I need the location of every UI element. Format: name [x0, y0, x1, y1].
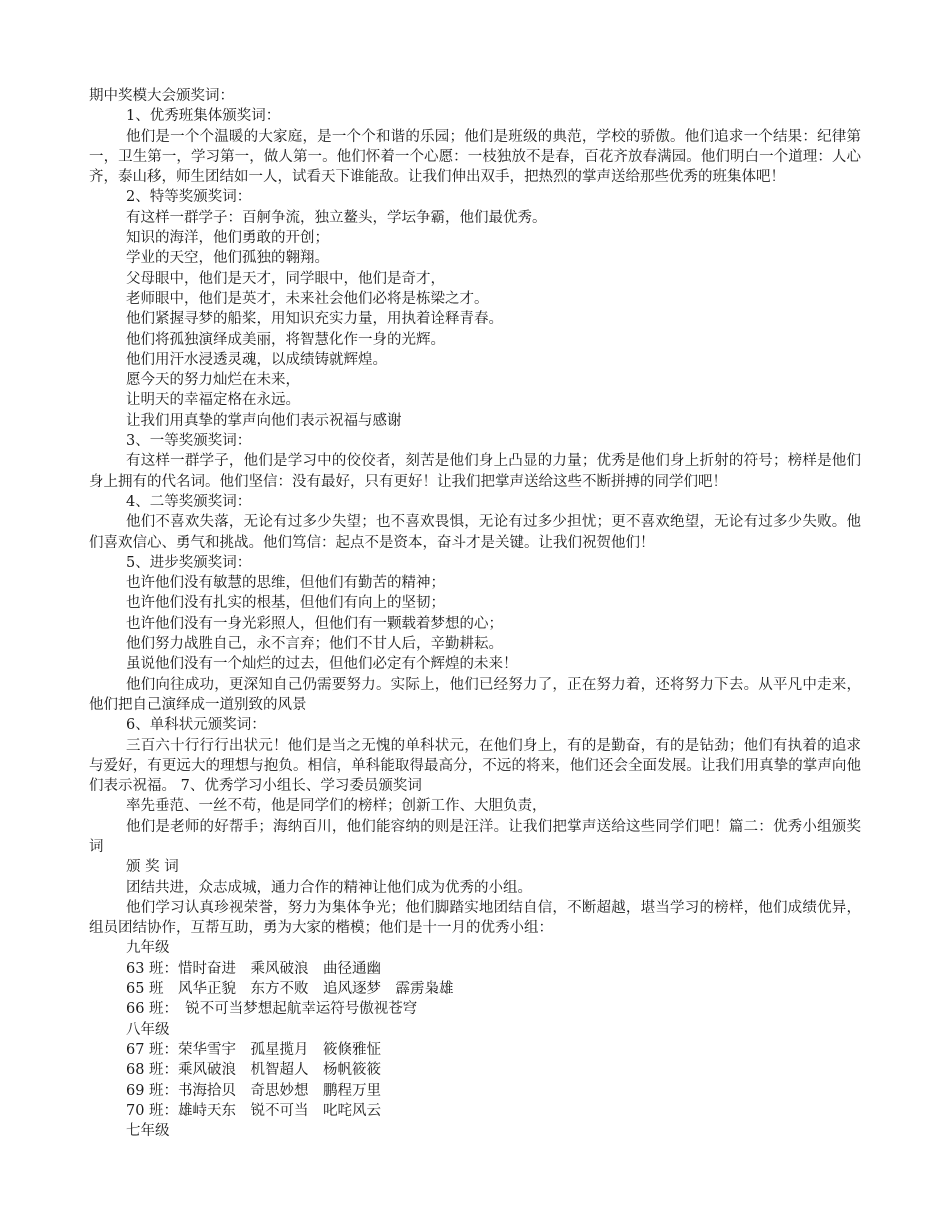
text-line: 66 班： 锐不可当梦想起航幸运符号傲视苍穹	[126, 1001, 418, 1018]
text-line: 八年级	[126, 1021, 170, 1038]
text-line: 他们用汗水浸透灵魂，以成绩铸就辉煌。	[126, 351, 387, 368]
text-line: 有这样一群学子，他们是学习中的佼佼者，刻苦是他们身上凸显的力量；优秀是他们身上折射的符号；榜样是他们身上拥有的代名词。他们坚信：没有最好，只有更好！让我们把掌声送给这些不断拼搏的同学们吧！	[89, 453, 861, 490]
text-line: 他们是一个个温暖的大家庭，是一个个和谐的乐园；他们是班级的典范，学校的骄傲。他们追求一个结果：纪律第一，卫生第一，学习第一，做人第一。他们怀着一个心愿：一枝独放不是春，百花齐放春满园。他们明白一个道理：人心齐，泰山移，师生团结如一人，试看天下谁能敌。让我们伸出双手，把热烈的掌声送给那些优秀的班集体吧！	[89, 128, 861, 186]
text-line: 学业的天空，他们孤独的翱翔。	[126, 250, 329, 267]
text-line: 70 班：雄峙天东 锐不可当 叱咤风云	[126, 1102, 382, 1119]
text-line: 4、二等奖颁奖词：	[126, 493, 252, 510]
document-title: 期中奖模大会颁奖词：	[89, 88, 234, 104]
text-line: 知识的海洋，他们勇敢的开创；	[126, 230, 329, 247]
text-line: 他们向往成功，更深知自己仍需要努力。实际上，他们已经努力了，正在努力着，还将努力下去。从平凡中走来，他们把自己演绎成一道别致的风景	[89, 676, 861, 713]
text-line: 他们将孤独演绎成美丽，将智慧化作一身的光辉。	[126, 331, 445, 348]
text-line: 也许他们没有一身光彩照人，但他们有一颗载着梦想的心；	[126, 615, 503, 632]
text-line: 让我们用真挚的掌声向他们表示祝福与感谢	[126, 412, 402, 429]
text-line: 3、一等奖颁奖词：	[126, 433, 252, 450]
text-line: 他们不喜欢失落，无论有过多少失望；也不喜欢畏惧，无论有过多少担忧；更不喜欢绝望，无论有过多少失败。他们喜欢信心、勇气和挑战。他们笃信：起点不是资本，奋斗才是关键。让我们祝贺他们！	[89, 514, 861, 551]
text-line: 也许他们没有扎实的根基，但他们有向上的坚韧；	[126, 595, 445, 612]
text-line: 七年级	[126, 1123, 170, 1140]
text-line: 三百六十行行行出状元！他们是当之无愧的单科状元，在他们身上，有的是勤奋，有的是钻劲；他们有执着的追求与爱好，有更远大的理想与抱负。相信，单科能取得最高分，不远的将来，他们还会全面发展。让我们用真挚的掌声向他们表示祝福。 7、优秀学习小组长、学习委员颁奖词	[89, 737, 861, 795]
text-line: 让明天的幸福定格在永远。	[126, 392, 300, 409]
text-line: 虽说他们没有一个灿烂的过去，但他们必定有个辉煌的未来！	[126, 656, 518, 673]
text-line: 九年级	[126, 940, 170, 957]
text-line: 愿今天的努力灿烂在未来，	[126, 372, 300, 389]
text-line: 1、优秀班集体颁奖词：	[126, 108, 281, 125]
document-body	[89, 86, 861, 1141]
text-line: 65 班 风华正貌 东方不败 追风逐梦 霹雳枭雄	[126, 981, 454, 998]
text-line: 有这样一群学子：百舸争流，独立鳌头，学坛争霸，他们最优秀。	[126, 209, 547, 226]
text-line: 也许他们没有敏慧的思维，但他们有勤苦的精神；	[126, 575, 445, 592]
text-line: 他们紧握寻梦的船桨，用知识充实力量，用执着诠释青春。	[126, 311, 503, 328]
text-line: 6、单科状元颁奖词：	[126, 717, 266, 734]
text-line: 他们是老师的好帮手；海纳百川，他们能容纳的则是汪洋。让我们把掌声送给这些同学们吧！篇二：优秀小组颁奖词	[89, 818, 861, 855]
text-line: 63 班：惜时奋进 乘风破浪 曲径通幽	[126, 960, 382, 977]
text-line: 颁 奖 词	[126, 859, 179, 876]
text-line: 率先垂范、一丝不苟，他是同学们的榜样；创新工作、大胆负责，	[126, 798, 547, 815]
text-line: 团结共进，众志成城，通力合作的精神让他们成为优秀的小组。	[126, 879, 532, 896]
text-line: 67 班：荣华雪宇 孤星揽月 筱倏雅怔	[126, 1041, 382, 1058]
text-line: 父母眼中，他们是天才，同学眼中，他们是奇才，	[126, 270, 445, 287]
text-line: 老师眼中，他们是英才，未来社会他们必将是栋梁之才。	[126, 290, 489, 307]
text-line: 他们学习认真珍视荣誉，努力为集体争光；他们脚踏实地团结自信，不断超越，堪当学习的榜样，他们成绩优异，组员团结协作，互帮互助，勇为大家的楷模；他们是十一月的优秀小组：	[89, 899, 861, 937]
text-line: 69 班：书海拾贝 奇思妙想 鹏程万里	[126, 1082, 382, 1099]
text-line: 68 班：乘风破浪 机智超人 杨帆筱筱	[126, 1062, 382, 1079]
text-line: 5、进步奖颁奖词：	[126, 554, 252, 571]
text-line: 他们努力战胜自己，永不言弃；他们不甘人后，辛勤耕耘。	[126, 636, 503, 653]
text-line: 2、特等奖颁奖词：	[126, 189, 252, 206]
